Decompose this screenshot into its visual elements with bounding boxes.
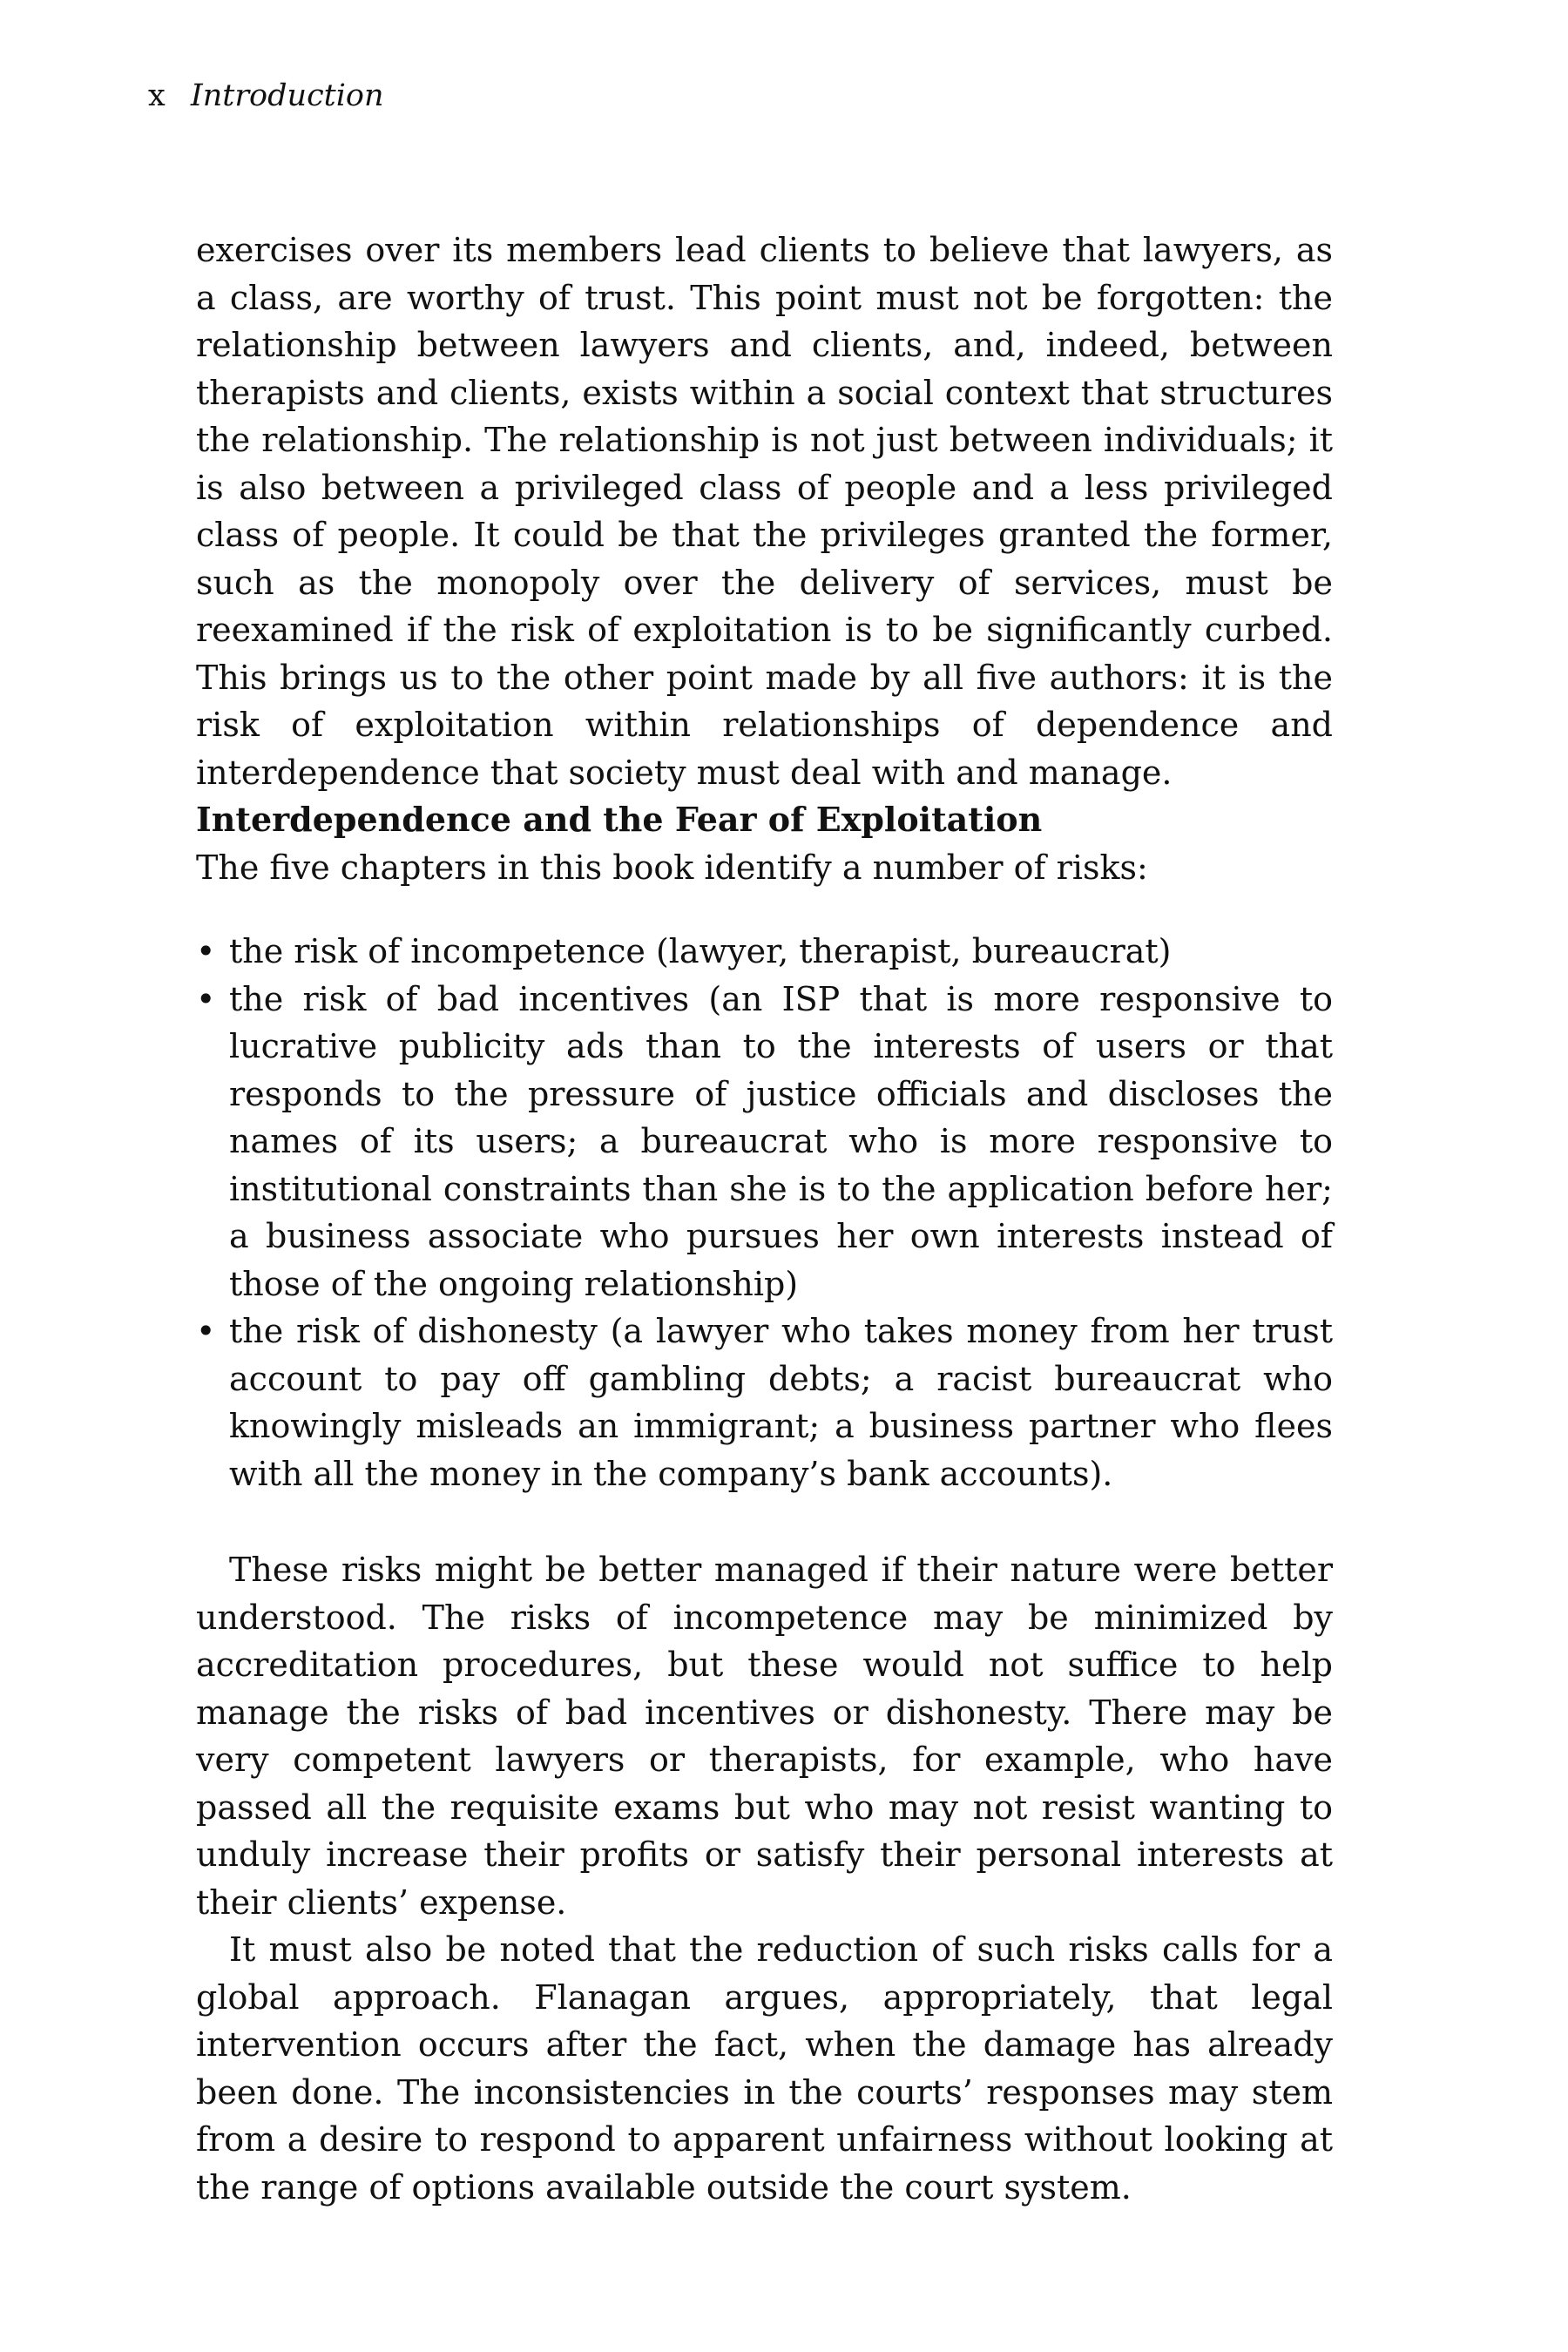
paragraph-risks-managed: These risks might be better managed if their nature were better understood. The risks of incompetence may be minimized by accreditation procedures, but these would not suffice to help manage the risks of bad incentives or dishonesty. There may be very competent lawyers or therapists, for example, who have passed all the requisite exams but who may not resist wanting to unduly increase their profits or satisfy their personal interests at their clients’ expense. xyxy=(196,1551,1333,1922)
list-item-bad-incentives: • the risk of bad incentives (an ISP that is more responsive to lucrative publicity ads than to the interests of users or that responds to the pressure of justice officials and discloses the names of its users; a bureaucrat who is more responsive to institutional constraints than she is to the application before her; a business associate who pursues her own interests instead of those of the ongoing relationship) xyxy=(229,976,1333,1308)
risk-list xyxy=(196,928,1333,1497)
paragraph-risks-intro: The five chapters in this book identify a number of risks: xyxy=(196,848,1148,887)
paragraph-opening: exercises over its members lead clients to believe that lawyers, as a class, are worthy of trust. This point must not be forgotten: the relationship between lawyers and clients, and, indeed, between therapists and clients, exists within a social context that structures the relationship. The relationship is not just between individuals; it is also between a privileged class of people and a less privileged class of people. It could be that the privileges granted the former, such as the monopoly over the delivery of services, must be reexamined if the risk of exploitation is to be significantly curbed. This brings us to the other point made by all five authors: it is the risk of exploitation within relationships of dependence and interdependence that society must deal with and manage. xyxy=(196,231,1333,792)
running-head xyxy=(148,78,384,113)
list-item-incompetence: • the risk of incompetence (lawyer, therapist, bureaucrat) xyxy=(229,928,1333,976)
section-heading: Interdependence and the Fear of Exploitation xyxy=(196,800,1043,839)
paragraph-global-approach: It must also be noted that the reduction of such risks calls for a global approach. Flanagan argues, appropriately, that legal intervention occurs after the fact, when the damage has already been done. The inconsistencies in the courts’ responses may stem from a desire to respond to apparent unfairness without looking at the range of options available outside the court system. xyxy=(196,1930,1333,2207)
running-head-title: Introduction xyxy=(190,78,384,113)
body-text xyxy=(196,226,1333,2211)
list-item-dishonesty: • the risk of dishonesty (a lawyer who takes money from her trust account to pay off gambling debts; a racist bureaucrat who knowingly misleads an immigrant; a business partner who flees with all the money in the company’s bank accounts). xyxy=(229,1308,1333,1497)
page-number: x xyxy=(148,78,166,113)
